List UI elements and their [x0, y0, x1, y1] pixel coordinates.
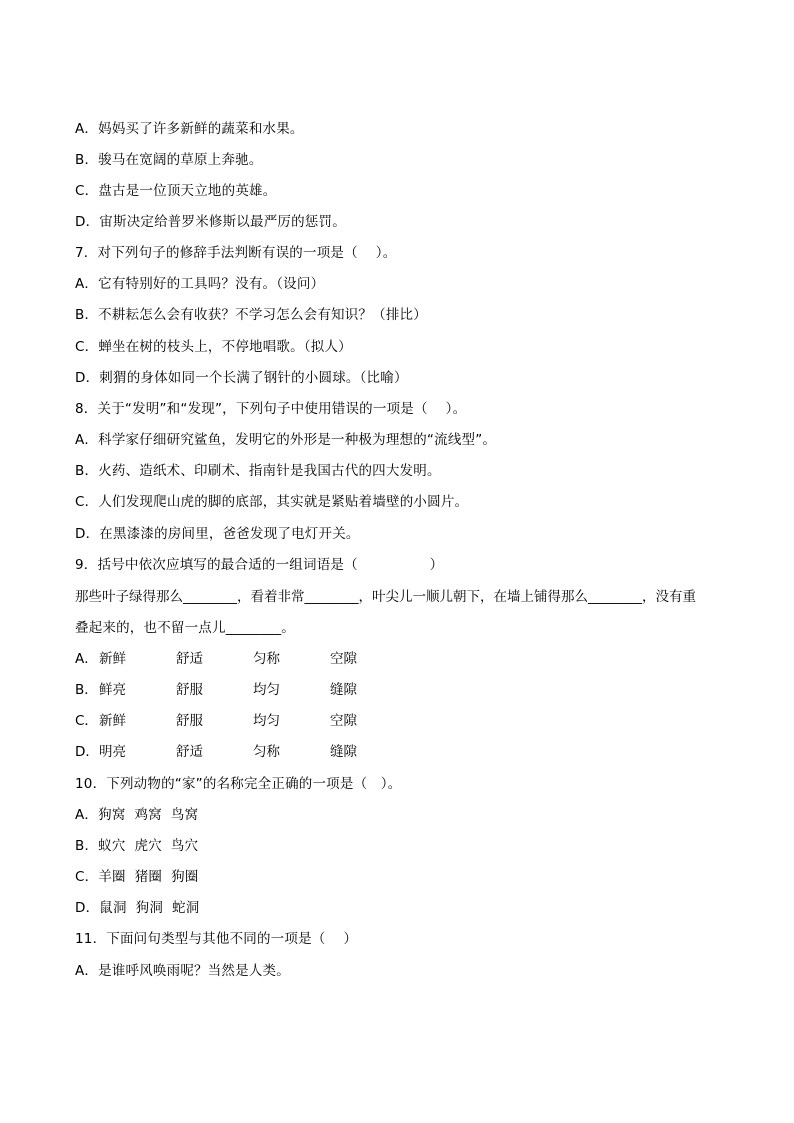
q6-option-c: C．盘古是一位顶天立地的英雄。: [75, 183, 277, 199]
q10-option-c: C．羊圈 猪圈 狗圈: [75, 869, 199, 885]
q10-option-d: D．鼠洞 狗洞 蛇洞: [75, 900, 200, 916]
q7-option-a: A．它有特别好的工具吗？没有。（设问）: [75, 276, 325, 292]
option-word: 缝隙: [330, 744, 357, 760]
q6-option-b: B．骏马在宽阔的草原上奔驰。: [75, 152, 263, 168]
q7-option-b: B．不耕耘怎么会有收获？不学习怎么会有知识？（排比）: [75, 307, 427, 323]
q7-option-c: C．蝉坐在树的枝头上，不停地唱歌。（拟人）: [75, 339, 352, 355]
question-10: 10．下列动物的“家”的名称完全正确的一项是（ ）。: [75, 776, 402, 792]
q8-option-b: B．火药、造纸术、印刷术、指南针是我国古代的四大发明。: [75, 463, 441, 479]
q10-option-a: A．狗窝 鸡窝 鸟窝: [75, 807, 199, 823]
option-word: 缝隙: [330, 682, 357, 698]
option-word: 舒服: [176, 682, 203, 698]
q9-passage-line-2: 叠起来的，也不留一点儿________。: [75, 620, 295, 636]
q7-option-d: D．刺猬的身体如同一个长满了钢针的小圆球。（比喻）: [75, 370, 408, 386]
option-word: 均匀: [253, 713, 280, 729]
option-word: 匀称: [253, 744, 280, 760]
option-label: B．: [75, 682, 98, 698]
q6-option-d: D．宙斯决定给普罗米修斯以最严厉的惩罚。: [75, 214, 346, 230]
q8-option-c: C．人们发现爬山虎的脚的底部，其实就是紧贴着墙壁的小圆片。: [75, 494, 469, 510]
option-word: 明亮: [99, 744, 126, 760]
question-9: 9．括号中依次应填写的最合适的一组词语是（ ）: [75, 557, 444, 573]
option-word: 空隙: [330, 713, 357, 729]
q8-option-a: A．科学家仔细研究鲨鱼，发明它的外形是一种极为理想的“流线型”。: [75, 432, 497, 448]
question-8: 8．关于“发明”和“发现”，下列句子中使用错误的一项是（ ）。: [75, 401, 467, 417]
option-word: 舒服: [176, 713, 203, 729]
option-label: A．: [75, 651, 98, 667]
option-word: 舒适: [176, 744, 203, 760]
option-word: 舒适: [176, 651, 203, 667]
option-label: C．: [75, 713, 98, 729]
q8-option-d: D．在黑漆漆的房间里，爸爸发现了电灯开关。: [75, 526, 360, 542]
q9-passage-line-1: 那些叶子绿得那么________，看着非常________，叶尖儿一顺儿朝下，在墙上铺得那么________，没有重: [75, 589, 696, 605]
option-word: 匀称: [253, 651, 280, 667]
q10-option-b: B．蚁穴 虎穴 鸟穴: [75, 838, 199, 854]
option-word: 鲜亮: [99, 682, 126, 698]
q6-option-a: A．妈妈买了许多新鲜的蔬菜和水果。: [75, 121, 304, 137]
option-word: 均匀: [253, 682, 280, 698]
question-7: 7．对下列句子的修辞手法判断有误的一项是（ ）。: [75, 245, 397, 261]
option-word: 空隙: [330, 651, 357, 667]
option-label: D．: [75, 744, 99, 760]
q11-option-a: A．是谁呼风唤雨呢？当然是人类。: [75, 963, 290, 979]
question-11: 11．下面问句类型与其他不同的一项是（ ）: [75, 931, 358, 947]
option-word: 新鲜: [99, 651, 126, 667]
option-word: 新鲜: [99, 713, 126, 729]
